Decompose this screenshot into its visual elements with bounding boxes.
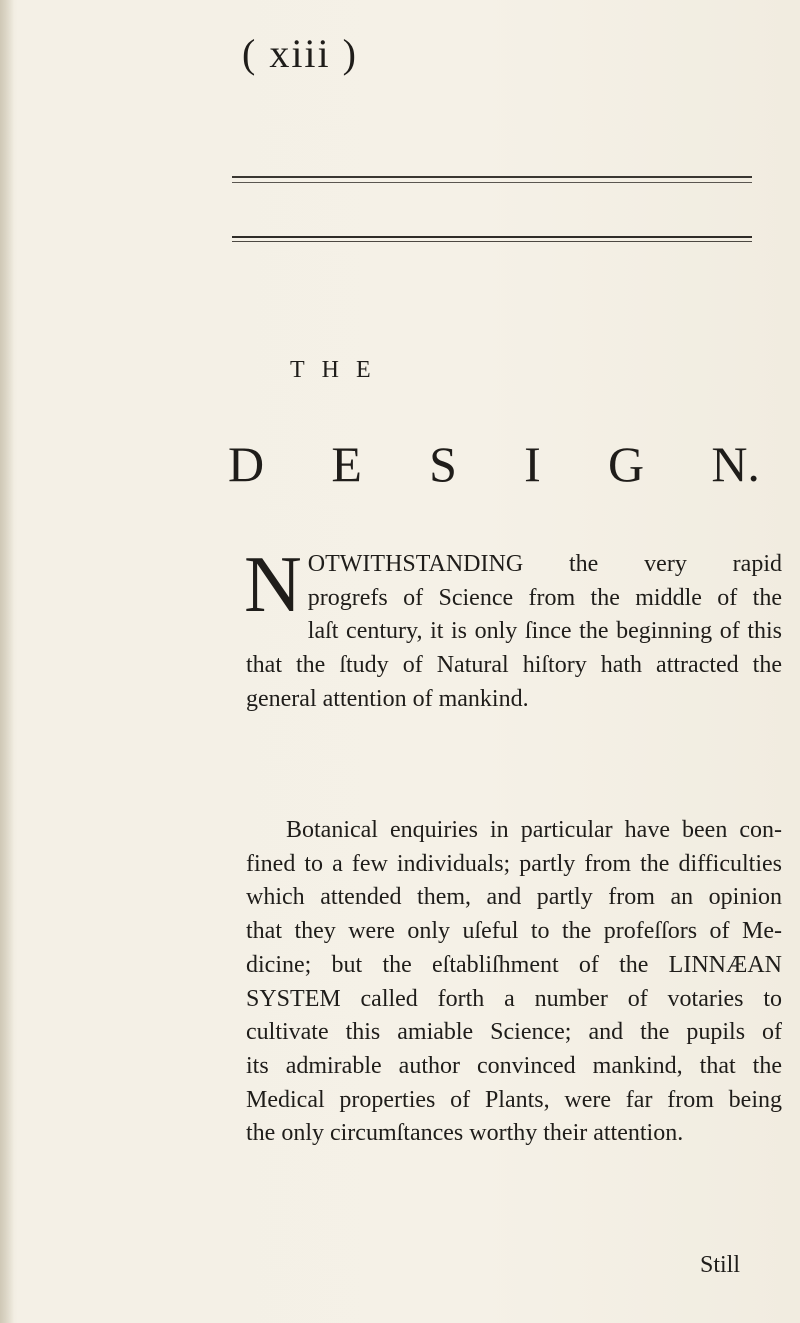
binding-shadow	[0, 0, 14, 1323]
heading-letter: D	[228, 436, 265, 492]
catchword: Still	[700, 1252, 741, 1278]
heading-letter: S	[429, 436, 457, 492]
text-line: SYSTEM called forth a number of votaries to	[246, 985, 782, 1012]
page-number: ( xiii )	[242, 31, 358, 76]
text-line: OTWITHSTANDING the very rapid	[307, 551, 782, 577]
text-line: fined to a few individuals; partly from the difficulties	[246, 850, 782, 877]
ornamental-rule-bottom-thin	[232, 241, 752, 242]
text-line: Botanical enquiries in particular have been con-	[286, 817, 782, 843]
drop-cap: N	[244, 541, 302, 629]
text-line: the only circumſtances worthy their attention.	[246, 1120, 684, 1147]
text-line: its admirable author convinced mankind, that the	[246, 1052, 782, 1079]
heading-letter: I	[524, 436, 541, 492]
ornamental-rule-bottom	[232, 236, 752, 238]
text-line: general attention of mankind.	[246, 685, 529, 712]
heading-letter: E	[331, 436, 362, 492]
heading-letter: N.	[711, 436, 760, 492]
text-line: laſt century, it is only ſince the beginning of this	[307, 618, 782, 645]
text-line: that they were only uſeful to the profeſſors of Me-	[246, 918, 782, 945]
text-line: that the ſtudy of Natural hiſtory hath attracted the	[246, 652, 782, 679]
text-line: progrefs of Science from the middle of the	[307, 584, 782, 611]
text-line: cultivate this amiable Science; and the pupils of	[246, 1019, 782, 1046]
ornamental-rule-top-thin	[232, 182, 752, 183]
text-line: dicine; but the eſtabliſhment of the LINNÆAN	[246, 951, 782, 978]
heading-letter: G	[608, 436, 645, 492]
heading-the: THE	[290, 357, 388, 383]
text-line: Medical properties of Plants, were far from being	[246, 1086, 782, 1113]
paragraph-1	[244, 541, 782, 717]
heading-design	[228, 435, 760, 493]
ornamental-rule-top	[232, 176, 752, 178]
paragraph-2	[246, 814, 782, 1151]
text-line: which attended them, and partly from an opinion	[246, 884, 782, 911]
